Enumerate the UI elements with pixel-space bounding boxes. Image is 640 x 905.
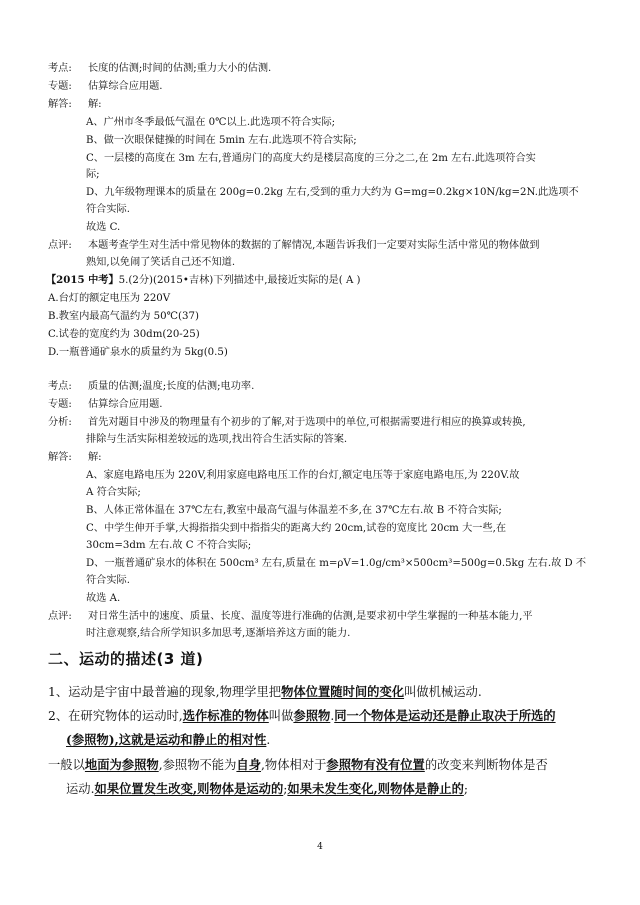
point-3-text-f: ;	[283, 782, 288, 796]
dianping-text-line1: 本题考查学生对生活中常见物体的数据的了解情况,本题告诉我们一定要对实际生活中常见的物体做到	[88, 240, 540, 251]
point-3-text-a: 一般以	[48, 758, 85, 772]
explain-b: B、人体正常体温在 37℃左右,教室中最高气温与体温差不多,在 37℃左右.故 B 不符合实际;	[86, 505, 502, 516]
point-2-text-c: .	[330, 709, 335, 723]
fenxi-text-line2: 排除与生活实际相差较远的选项,找出符合生活实际的答案.	[86, 434, 348, 445]
explain-c-line1: C、中学生伸开手掌,大拇指指尖到中指指尖的距离大约 20cm,试卷的宽度比 20cm 大一些,在	[86, 523, 507, 534]
question-stem	[46, 272, 606, 289]
zhuanti-text-2: 估算综合应用题.	[88, 399, 163, 410]
explain-c-line2: 30cm=3dm 左右.故 C 不符合实际;	[86, 540, 252, 551]
fenxi-label: 分析:	[48, 417, 72, 428]
dianping-text-2-line2: 时注意观察,结合所学知识多加思考,逐渐培养这方面的能力.	[86, 628, 351, 639]
answer-line-2: 故选 A.	[86, 593, 121, 604]
kaodian-text-2: 质量的估测;温度;长度的估测;电功率.	[88, 381, 255, 392]
explain-a-line2: A 符合实际;	[86, 487, 141, 498]
zhuanti-text: 估算综合应用题.	[88, 81, 163, 92]
option-a-explain: A、广州市冬季最低气温在 0℃以上.此选项不符合实际;	[86, 117, 336, 128]
kaodian-label-2: 考点:	[48, 381, 72, 392]
answer-line: 故选 C.	[86, 222, 121, 233]
point-3-text-c: ,物体相对于	[261, 758, 327, 772]
jieda-label: 解答:	[48, 99, 72, 110]
point-2-emphasis-2: 参照物	[293, 708, 331, 723]
fenxi-text-line1: 首先对题目中涉及的物理量有个初步的了解,对于选项中的单位,可根据需要进行相应的换算或转换,	[88, 417, 526, 428]
kaodian-label: 考点:	[48, 63, 72, 74]
point-3-text-b: ,参照物不能为	[158, 758, 237, 772]
page-number: 4	[317, 842, 323, 852]
zhuanti-label: 专题:	[48, 81, 72, 92]
jie-text-2: 解:	[88, 452, 102, 463]
point-1-text-b: 叫做机械运动.	[404, 685, 482, 699]
section-heading: 二、运动的描述(3 道)	[48, 650, 204, 668]
point-3-text-d: 的改变来判断物体是否	[424, 758, 548, 772]
option-d-explain-line1: D、九年级物理课本的质量在 200g=0.2kg 左右,受到的重力大约为 G=mg=0.2kg×10N/kg=2N.此选项不	[86, 187, 579, 198]
option-b-explain: B、做一次眼保健操的时间在 5min 左右.此选项不符合实际;	[86, 135, 357, 146]
point-3-text-e: 运动.	[66, 782, 95, 796]
point-3-line1	[48, 755, 548, 775]
explain-d-line2: 符合实际.	[86, 575, 130, 586]
jieda-label-2: 解答:	[48, 452, 72, 463]
exam-tag: 【2015 中考】	[46, 274, 119, 286]
kaodian-text: 长度的估测;时间的估测;重力大小的估测.	[88, 63, 272, 74]
point-2-text-a: 2、在研究物体的运动时,	[48, 709, 183, 723]
point-2-line2	[66, 730, 270, 750]
point-1-text-a: 1、运动是宇宙中最普遍的现象,物理学里把	[48, 685, 282, 699]
dianping-text-line2: 熟知,以免闹了笑话自己还不知道.	[86, 257, 236, 268]
point-1-emphasis: 物体位置随时间的变化	[281, 684, 405, 699]
dianping-label: 点评:	[48, 240, 72, 251]
option-d-explain-line2: 符合实际.	[86, 204, 130, 215]
jie-text: 解:	[88, 99, 102, 110]
point-1	[48, 682, 482, 702]
point-3-line2	[66, 779, 468, 799]
point-3-emphasis-1: 地面为参照物	[84, 757, 159, 772]
point-2-emphasis-4: (参照物),这就是运动和静止的相对性	[66, 732, 267, 747]
point-2-text-d: .	[266, 733, 271, 747]
point-3-text-g: ;	[463, 782, 469, 796]
explain-d-line1: D、一瓶普通矿泉水的体积在 500cm³ 左右,质量在 m=ρV=1.0g/cm³×500cm³=500g=0.5kg 左右.故 D 不	[86, 558, 587, 569]
question-option-a: A.台灯的额定电压为 220V	[48, 293, 171, 304]
zhuanti-label-2: 专题:	[48, 399, 72, 410]
explain-a-line1: A、家庭电路电压为 220V,利用家庭电路电压工作的台灯,额定电压等于家庭电路电压,为 220V.故	[86, 470, 520, 481]
question-option-d: D.一瓶普通矿泉水的质量约为 5kg(0.5)	[48, 347, 228, 358]
point-2-line1	[48, 706, 556, 726]
point-3-emphasis-5: 如果未发生变化,则物体是静止的	[287, 781, 464, 796]
question-option-b: B.教室内最高气温约为 50℃(37)	[48, 311, 199, 322]
dianping-text-2-line1: 对日常生活中的速度、质量、长度、温度等进行准确的估测,是要求初中学生掌握的一种基本能力,平	[88, 611, 533, 622]
question-text: 5.(2分)(2015•吉林)下列描述中,最接近实际的是( A )	[118, 275, 361, 286]
option-c-explain-line2: 际;	[86, 169, 100, 180]
point-2-text-b: 叫做	[268, 709, 294, 723]
point-3-emphasis-2: 自身	[236, 757, 262, 772]
point-3-emphasis-3: 参照物有没有位置	[326, 757, 425, 772]
question-option-c: C.试卷的宽度约为 30dm(20-25)	[48, 329, 200, 340]
point-2-emphasis-3: 同一个物体是运动还是静止取决于所选的	[334, 708, 556, 723]
option-c-explain-line1: C、一层楼的高度在 3m 左右,普通房门的高度大约是楼层高度的三分之二,在 2m 左右.此选项符合实	[86, 153, 536, 164]
point-3-emphasis-4: 如果位置发生改变,则物体是运动的	[94, 781, 284, 796]
dianping-label-2: 点评:	[48, 611, 72, 622]
point-2-emphasis-1: 选作标准的物体	[182, 708, 269, 723]
